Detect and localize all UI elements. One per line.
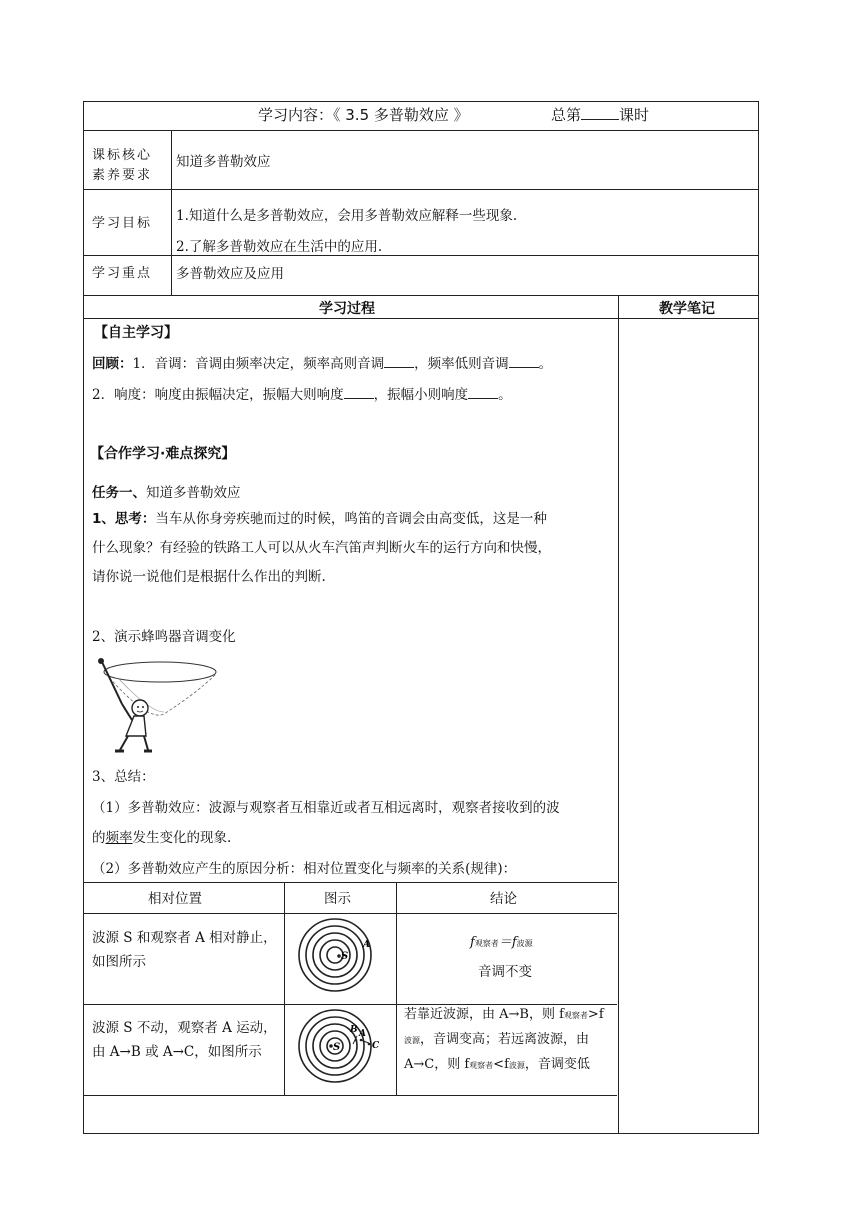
source-label-s: S [341, 951, 349, 962]
inner-table-row [84, 1095, 617, 1096]
answer-blank[interactable] [384, 354, 414, 368]
key-points-content: 多普勒效应及应用 [176, 266, 284, 282]
row2-conclusion-line2 [404, 1028, 604, 1053]
inner-col-divider [396, 882, 397, 1095]
eq-sub-source: 波源 [516, 939, 533, 948]
col-header-position: 相对位置 [148, 891, 202, 907]
learning-goal-2: 2.了解多普勒效应在生活中的应用. [176, 239, 383, 255]
core-literacy-label-line2: 素养要求 [92, 168, 153, 183]
stationary-wave-diagram [295, 915, 375, 995]
def-text-c: 发生变化的现象. [132, 830, 232, 846]
think-line-2: 什么现象？有经验的铁路工人可以从火车汽笛声判断火车的运行方向和快慢， [92, 540, 551, 556]
c-line3: A→C，则 f [404, 1057, 470, 1072]
c-line3c: ，音调变低 [524, 1057, 590, 1072]
think-line-3: 请你说一说他们是根据什么作出的判断. [92, 569, 326, 585]
core-literacy-label-line1: 课标核心 [92, 148, 153, 163]
observer-label-a: A [363, 940, 370, 950]
col-header-conclusion: 结论 [490, 891, 517, 907]
review-line-1 [92, 352, 552, 372]
c-line3b: <f [493, 1057, 509, 1072]
think-text-1: 当车从你身旁疾驰而过的时候，鸣笛的音调会由高变低，这是一种 [155, 511, 547, 527]
inner-col-divider [284, 882, 285, 1095]
period-blank[interactable] [581, 106, 619, 120]
def-text-a: 的 [92, 830, 106, 846]
review-line2-b: ，振幅小则响度 [373, 387, 469, 403]
eq-equals-f: ＝f [498, 935, 517, 950]
row2-conclusion-line3 [404, 1053, 604, 1078]
coop-heading: 【合作学习·难点探究】 [90, 446, 236, 462]
self-study-heading: 【自主学习】 [94, 325, 178, 341]
c-sub3: 波源 [508, 1061, 525, 1070]
period-count [551, 104, 649, 125]
period-prefix: 总第 [551, 106, 582, 124]
row-divider [84, 130, 758, 131]
eq-f-observer: f [470, 935, 475, 950]
review-line1-a: 1．音调：音调由频率决定，频率高则音调 [132, 356, 385, 372]
row-divider [84, 318, 758, 319]
row1-position-line2: 如图所示 [92, 954, 146, 970]
def-underlined-frequency: 频率 [105, 830, 133, 846]
source-label-s: S [333, 1042, 341, 1053]
doppler-def-line-1: （1）多普勒效应：波源与观察者互相靠近或者互相远离时，观察者接收到的波 [92, 800, 560, 816]
review-label: 回顾： [92, 356, 133, 372]
lesson-title [258, 104, 469, 125]
row2-position-line1: 波源 S 不动，观察者 A 运动， [92, 1020, 277, 1036]
review-line2-c: 。 [498, 387, 512, 403]
buzzer-swing-illustration [88, 652, 220, 756]
label-column-divider [171, 130, 172, 295]
review-line-2 [92, 383, 512, 403]
task-one [92, 481, 241, 501]
col-header-diagram: 图示 [324, 891, 351, 907]
row-divider [84, 295, 758, 296]
summary-line: 3、总结： [92, 769, 155, 785]
notes-column-divider [618, 295, 619, 1134]
moving-observer-wave-diagram [295, 1006, 385, 1086]
answer-blank[interactable] [344, 385, 374, 399]
review-line2-a: 2．响度：响度由振幅决定，振幅大则响度 [92, 387, 344, 403]
c-line2-sub: 波源 [404, 1036, 420, 1045]
row-divider [84, 189, 758, 190]
period-suffix: 课时 [619, 106, 650, 124]
answer-blank[interactable] [468, 385, 498, 399]
review-line1-b: ，频率低则音调 [414, 356, 509, 372]
c-sub1: 观察者 [563, 1011, 588, 1020]
task-text: 知道多普勒效应 [146, 485, 241, 501]
inner-table-top [84, 882, 617, 883]
worksheet-table [83, 101, 759, 1134]
lesson-title-text: 学习内容：《 3.5 多普勒效应 》 [258, 106, 469, 124]
point-label-b: B [350, 1025, 358, 1035]
process-header: 学习过程 [319, 301, 375, 317]
core-literacy-content: 知道多普勒效应 [176, 154, 271, 170]
row2-conclusion-line1 [404, 1003, 604, 1028]
row2-position-line2: 由 A→B 或 A→C，如图所示 [92, 1044, 262, 1060]
inner-table-row [84, 913, 617, 914]
core-literacy-label [92, 146, 152, 186]
answer-blank[interactable] [509, 354, 539, 368]
key-points-label: 学习重点 [92, 266, 153, 281]
review-line1-c: 。 [538, 356, 553, 372]
row1-position [92, 926, 277, 974]
task-label: 任务一、 [92, 485, 146, 501]
notes-header: 教学笔记 [659, 301, 715, 317]
point-label-c: C [372, 1041, 380, 1051]
row1-position-line1: 波源 S 和观察者 A 相对静止， [92, 930, 277, 946]
think-label: 1、思考： [92, 511, 156, 527]
demo-line: 2、演示蜂鸣器音调变化 [92, 629, 236, 645]
learning-goal-1: 1.知道什么是多普勒效应，会用多普勒效应解释一些现象. [176, 208, 518, 224]
c-line1b: >f [587, 1007, 604, 1022]
row1-equation [470, 931, 533, 950]
eq-sub-observer: 观察者 [474, 939, 499, 948]
doppler-def-line-2 [92, 826, 231, 846]
learning-goals-label: 学习目标 [92, 216, 153, 231]
row1-result: 音调不变 [478, 964, 532, 980]
cause-analysis-line: （2）多普勒效应产生的原因分析：相对位置变化与频率的关系(规律)： [92, 861, 517, 877]
c-sub2: 观察者 [469, 1061, 494, 1070]
observer-label-a: A [359, 1029, 366, 1039]
row2-position [92, 1016, 277, 1064]
row-divider [84, 255, 758, 256]
think-line-1 [92, 507, 547, 527]
row2-conclusion [404, 1003, 604, 1078]
c-line1: 若靠近波源，由 A→B，则 f [404, 1007, 564, 1022]
c-line2: ，音调变高；若远离波源，由 [420, 1032, 590, 1047]
